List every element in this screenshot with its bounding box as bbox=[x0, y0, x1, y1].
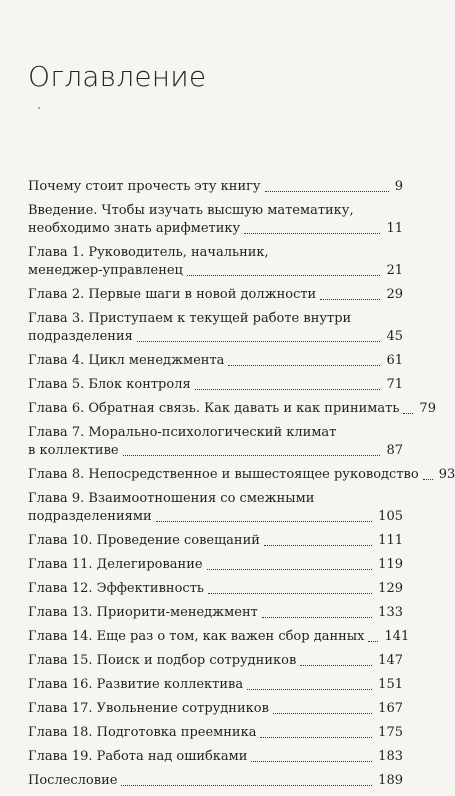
toc-entry bbox=[28, 676, 403, 694]
toc-entry-title-line: в коллективе bbox=[28, 443, 119, 458]
toc-entry bbox=[28, 652, 403, 670]
dot-leader bbox=[260, 737, 372, 738]
dot-leader bbox=[207, 569, 373, 570]
toc-page-number: 133 bbox=[378, 605, 403, 620]
toc-page-number: 79 bbox=[419, 401, 436, 416]
dot-leader bbox=[187, 275, 381, 276]
toc-entry-line bbox=[28, 748, 403, 766]
toc-entry-title-line: Глава 15. Поиск и подбор сотрудников bbox=[28, 653, 297, 668]
toc-page-number: 189 bbox=[378, 773, 403, 788]
toc-entry-line bbox=[28, 580, 403, 598]
dot-leader bbox=[368, 641, 378, 642]
toc-entry-title-line: Глава 19. Работа над ошибками bbox=[28, 749, 248, 764]
toc-entry-line bbox=[28, 628, 410, 646]
toc-entry bbox=[28, 376, 403, 394]
toc-entry-line bbox=[28, 772, 403, 790]
toc-entry bbox=[28, 202, 403, 238]
toc-page-number: 87 bbox=[386, 443, 403, 458]
toc-entry-line bbox=[28, 262, 403, 280]
toc-entry bbox=[28, 700, 403, 718]
toc-entry-title-line: Глава 17. Увольнение сотрудников bbox=[28, 701, 269, 716]
table-of-contents bbox=[28, 178, 455, 796]
toc-entry bbox=[28, 424, 403, 460]
toc-entry-title-line: менеджер-управленец bbox=[28, 263, 183, 278]
toc-entry-line bbox=[28, 442, 403, 460]
print-speck bbox=[38, 107, 40, 109]
toc-entry-title-line: Глава 16. Развитие коллектива bbox=[28, 677, 244, 692]
toc-page-number: 9 bbox=[394, 179, 403, 194]
toc-entry-title-line: Глава 18. Подготовка преемника bbox=[28, 725, 257, 740]
toc-page-number: 147 bbox=[378, 653, 403, 668]
dot-leader bbox=[262, 617, 372, 618]
toc-entry bbox=[28, 556, 403, 574]
toc-entry bbox=[28, 724, 403, 742]
toc-entry-line bbox=[28, 328, 403, 346]
toc-page-number: 21 bbox=[386, 263, 403, 278]
toc-entry-line bbox=[28, 556, 403, 574]
toc-entry bbox=[28, 244, 403, 280]
toc-entry bbox=[28, 286, 403, 304]
toc-entry-line bbox=[28, 400, 436, 418]
dot-leader bbox=[156, 521, 373, 522]
toc-entry-title-line: Глава 3. Приступаем к текущей работе внутри bbox=[28, 311, 352, 326]
toc-entry bbox=[28, 532, 403, 550]
dot-leader bbox=[137, 341, 381, 342]
toc-entry-line bbox=[28, 532, 403, 550]
toc-page-number: 167 bbox=[378, 701, 403, 716]
toc-entry-line bbox=[28, 724, 403, 742]
dot-leader bbox=[247, 689, 372, 690]
toc-entry-line bbox=[28, 286, 403, 304]
toc-entry-line bbox=[28, 220, 403, 238]
toc-page-number: 129 bbox=[378, 581, 403, 596]
toc-page-number: 29 bbox=[386, 287, 403, 302]
toc-entry-title-line: Почему стоит прочесть эту книгу bbox=[28, 179, 261, 194]
dot-leader bbox=[195, 389, 381, 390]
dot-leader bbox=[251, 761, 372, 762]
dot-leader bbox=[228, 365, 380, 366]
toc-page-number: 11 bbox=[386, 221, 403, 236]
toc-entry bbox=[28, 466, 455, 484]
toc-entry-title-line: Глава 13. Приорити-менеджмент bbox=[28, 605, 258, 620]
dot-leader bbox=[123, 455, 381, 456]
dot-leader bbox=[265, 191, 389, 192]
toc-entry-title-line: подразделения bbox=[28, 329, 133, 344]
toc-entry-line bbox=[28, 352, 403, 370]
toc-page-number: 183 bbox=[378, 749, 403, 764]
toc-entry-line bbox=[28, 676, 403, 694]
toc-page-number: 93 bbox=[438, 467, 455, 482]
toc-entry-line bbox=[28, 604, 403, 622]
toc-entry bbox=[28, 604, 403, 622]
toc-entry-title-line: необходимо знать арифметику bbox=[28, 221, 241, 236]
toc-entry-title-line: Послесловие bbox=[28, 773, 118, 788]
dot-leader bbox=[208, 593, 372, 594]
toc-entry bbox=[28, 352, 403, 370]
toc-page-number: 111 bbox=[378, 533, 403, 548]
toc-entry-title-line: Глава 5. Блок контроля bbox=[28, 377, 191, 392]
toc-entry bbox=[28, 178, 403, 196]
dot-leader bbox=[320, 299, 380, 300]
toc-page-number: 61 bbox=[386, 353, 403, 368]
toc-entry-title-line: Глава 6. Обратная связь. Как давать и как принимать bbox=[28, 401, 400, 416]
toc-entry bbox=[28, 490, 403, 526]
toc-entry bbox=[28, 310, 403, 346]
dot-leader bbox=[423, 479, 433, 480]
toc-entry-title-line: Глава 11. Делегирование bbox=[28, 557, 203, 572]
toc-entry-title-line: Глава 10. Проведение совещаний bbox=[28, 533, 260, 548]
toc-entry-line bbox=[28, 508, 403, 526]
toc-entry-title-line: Глава 7. Морально-психологический климат bbox=[28, 425, 337, 440]
toc-entry-line bbox=[28, 652, 403, 670]
page-title: Оглавление bbox=[28, 60, 207, 93]
toc-entry-line bbox=[28, 376, 403, 394]
toc-page-number: 141 bbox=[384, 629, 410, 644]
toc-entry-title-line: Глава 9. Взаимоотношения со смежными bbox=[28, 491, 315, 506]
toc-entry-line bbox=[28, 466, 455, 484]
toc-entry-title-line: Глава 1. Руководитель, начальник, bbox=[28, 245, 269, 260]
toc-entry-title-line: Глава 12. Эффективность bbox=[28, 581, 204, 596]
dot-leader bbox=[403, 413, 413, 414]
toc-entry-title-line: Глава 2. Первые шаги в новой должности bbox=[28, 287, 317, 302]
toc-entry-line bbox=[28, 178, 403, 196]
toc-entry-title-line: Глава 14. Еще раз о том, как важен сбор данных bbox=[28, 629, 365, 644]
toc-entry-title-line: Глава 8. Непосредственное и вышестоящее руководство bbox=[28, 467, 419, 482]
toc-entry bbox=[28, 772, 403, 790]
dot-leader bbox=[244, 233, 380, 234]
toc-page-number: 105 bbox=[378, 509, 403, 524]
toc-page-number: 45 bbox=[386, 329, 403, 344]
dot-leader bbox=[273, 713, 372, 714]
toc-page-number: 151 bbox=[378, 677, 403, 692]
toc-entry bbox=[28, 748, 403, 766]
toc-entry-line bbox=[28, 700, 403, 718]
toc-page-number: 71 bbox=[386, 377, 403, 392]
toc-entry bbox=[28, 400, 436, 418]
toc-entry bbox=[28, 580, 403, 598]
toc-page-number: 119 bbox=[378, 557, 403, 572]
toc-entry-title-line: Глава 4. Цикл менеджмента bbox=[28, 353, 225, 368]
dot-leader bbox=[264, 545, 372, 546]
toc-page-number: 175 bbox=[378, 725, 403, 740]
dot-leader bbox=[300, 665, 372, 666]
toc-entry bbox=[28, 628, 410, 646]
toc-entry-title-line: Введение. Чтобы изучать высшую математику, bbox=[28, 203, 354, 218]
dot-leader bbox=[121, 785, 372, 786]
toc-entry-title-line: подразделениями bbox=[28, 509, 152, 524]
